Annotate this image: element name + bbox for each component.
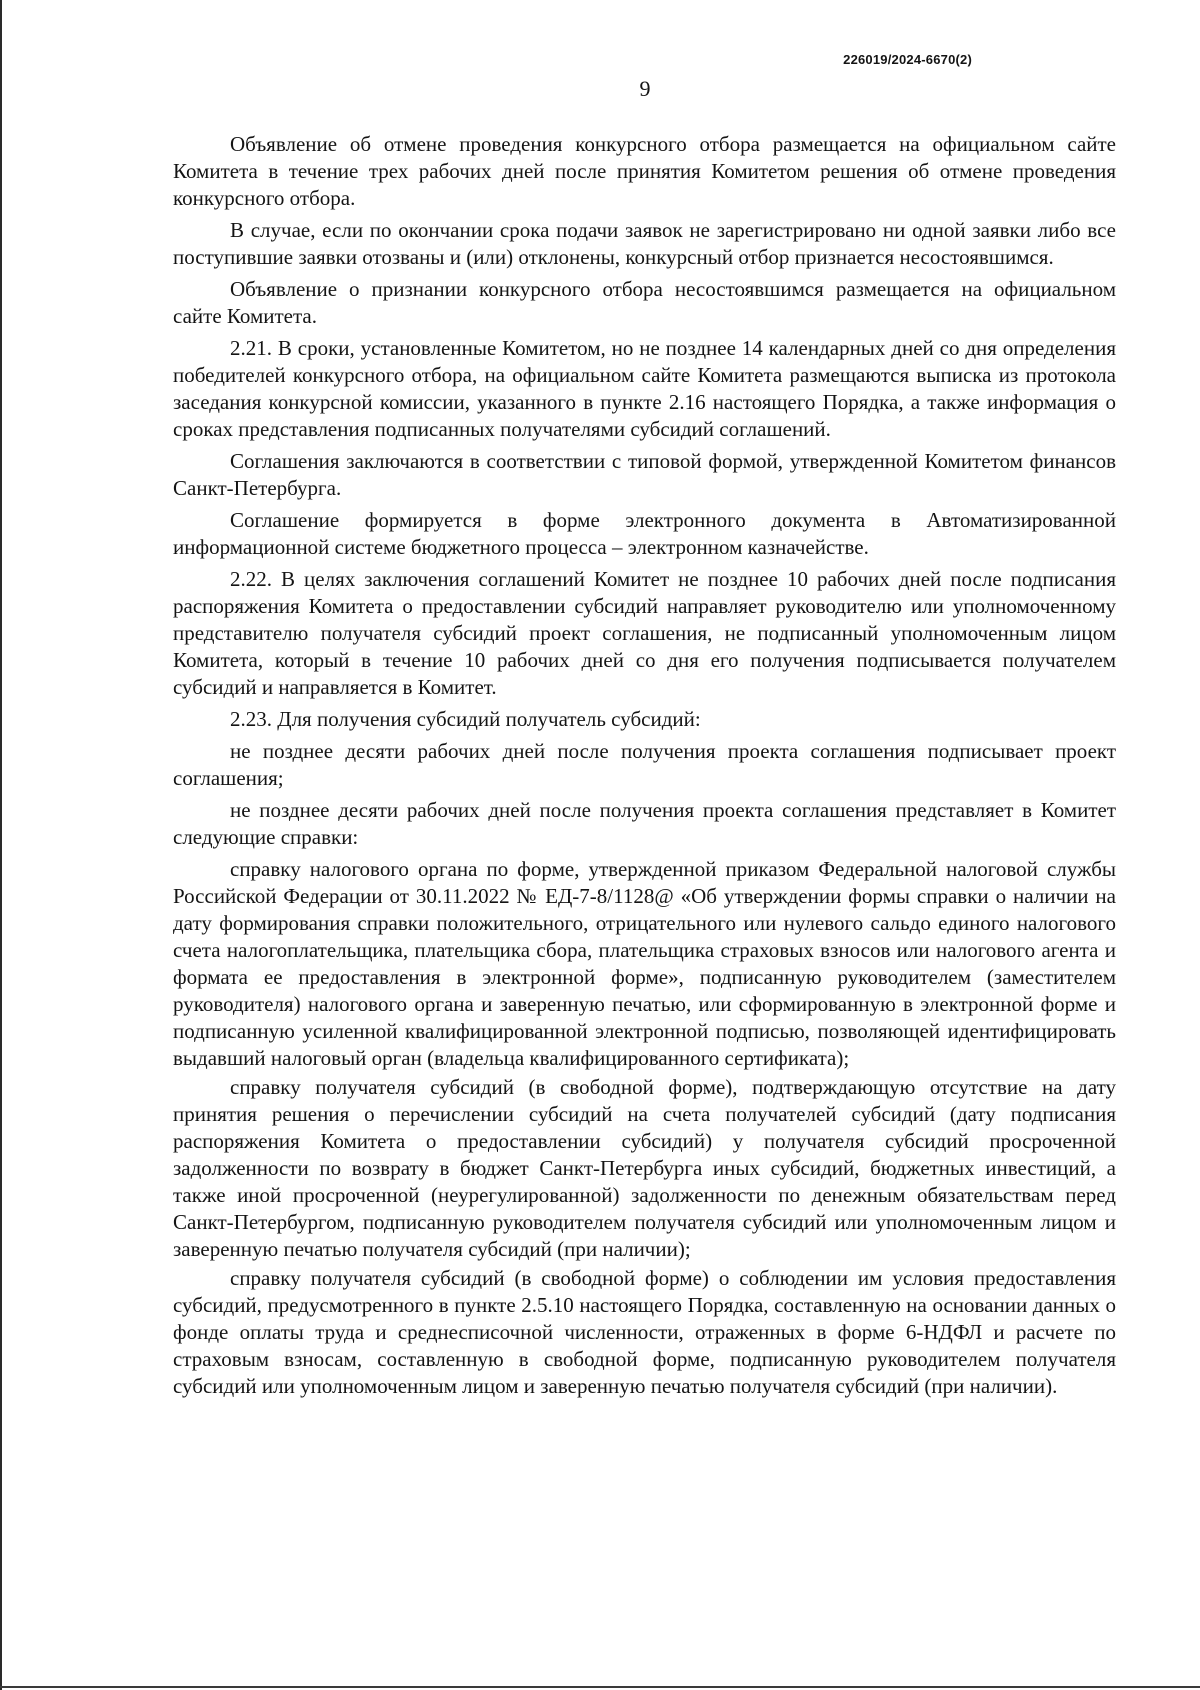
document-id: 226019/2024-6670(2) <box>843 52 972 67</box>
paragraph-submit-certificates: не позднее десяти рабочих дней после получения проекта соглашения представляет в Комитет следующие справки: <box>173 798 1116 849</box>
document-body <box>173 131 1116 1402</box>
paragraph-2-21: 2.21. В сроки, установленные Комитетом, но не позднее 14 календарных дней со дня определения победителей конкурсного отбора, на официальном сайте Комитета размещаются выписка из протокола заседания конкурсной комиссии, указанного в пункте 2.16 настоящего Порядка, а также информация о сроках представления подписанных получателями субсидий соглашений. <box>173 336 1116 441</box>
paragraph-failed-selection-announcement: Объявление о признании конкурсного отбора несостоявшимся размещается на официальном сайте Комитета. <box>173 277 1116 328</box>
page-number: 9 <box>639 76 651 101</box>
paragraph-tax-certificate: справку налогового органа по форме, утвержденной приказом Федеральной налоговой службы Российской Федерации от 30.11.2022 № ЕД-7-8/1128@ «Об утверждении формы справки о наличии на дату формирования справки положительного, отрицательного или нулевого сальдо единого налогового счета налогоплательщика, плательщика сбора, плательщика страховых взносов или налогового агента и формата ее предоставления в электронной форме», подписанную руководителем (заместителем руководителя) налогового органа и заверенную печатью, или сформированную в электронной форме и подписанную усиленной квалифицированной электронной подписью, позволяющей идентифицировать выдавший налоговый орган (владельца квалифицированного сертификата); <box>173 857 1116 1070</box>
paragraph-cancel-announcement: Объявление об отмене проведения конкурсного отбора размещается на официальном сайте Комитета в течение трех рабочих дней после принятия Комитетом решения об отмене проведения конкурсного отбора. <box>173 132 1116 210</box>
paragraph-payroll-certificate: справку получателя субсидий (в свободной форме) о соблюдении им условия предоставления субсидий, предусмотренного в пункте 2.5.10 настоящего Порядка, составленную на основании данных о фонде оплаты труда и среднесписочной численности, отраженных в форме 6-НДФЛ и расчете по страховым взносам, составленную в свободной форме, подписанную руководителем получателя субсидий или уполномоченным лицом и заверенную печатью получателя субсидий (при наличии). <box>173 1266 1116 1398</box>
paragraph-no-debt-certificate: справку получателя субсидий (в свободной форме), подтверждающую отсутствие на дату принятия решения о перечислении субсидий на счета получателей субсидий (дату подписания распоряжения Комитета о предоставлении субсидий) у получателя субсидий просроченной задолженности по возврату в бюджет Санкт-Петербурга иных субсидий, бюджетных инвестиций, а также иной просроченной (неурегулированной) задолженности по денежным обязательствам перед Санкт-Петербургом, подписанную руководителем получателя субсидий или уполномоченным лицом и заверенную печатью получателя субсидий (при наличии); <box>173 1075 1116 1261</box>
scan-edge-bottom <box>0 1686 1200 1688</box>
scan-edge-left <box>0 0 2 1690</box>
paragraph-no-applications: В случае, если по окончании срока подачи заявок не зарегистрировано ни одной заявки либо все поступившие заявки отозваны и (или) отклонены, конкурсный отбор признается несостоявшимся. <box>173 218 1116 269</box>
paragraph-agreement-form: Соглашения заключаются в соответствии с типовой формой, утвержденной Комитетом финансов Санкт-Петербурга. <box>173 449 1116 500</box>
paragraph-2-22: 2.22. В целях заключения соглашений Комитет не позднее 10 рабочих дней после подписания распоряжения Комитета о предоставлении субсидий направляет руководителю или уполномоченному представителю получателя субсидий проект соглашения, не подписанный уполномоченным лицом Комитета, который в течение 10 рабочих дней со дня его получения подписывается получателем субсидий и направляется в Комитет. <box>173 567 1116 699</box>
paragraph-2-23: 2.23. Для получения субсидий получатель субсидий: <box>230 707 701 731</box>
paragraph-electronic-document: Соглашение формируется в форме электронного документа в Автоматизированной информационной системе бюджетного процесса – электронном казначействе. <box>173 508 1116 559</box>
paragraph-sign-agreement: не позднее десяти рабочих дней после получения проекта соглашения подписывает проект соглашения; <box>173 739 1116 790</box>
